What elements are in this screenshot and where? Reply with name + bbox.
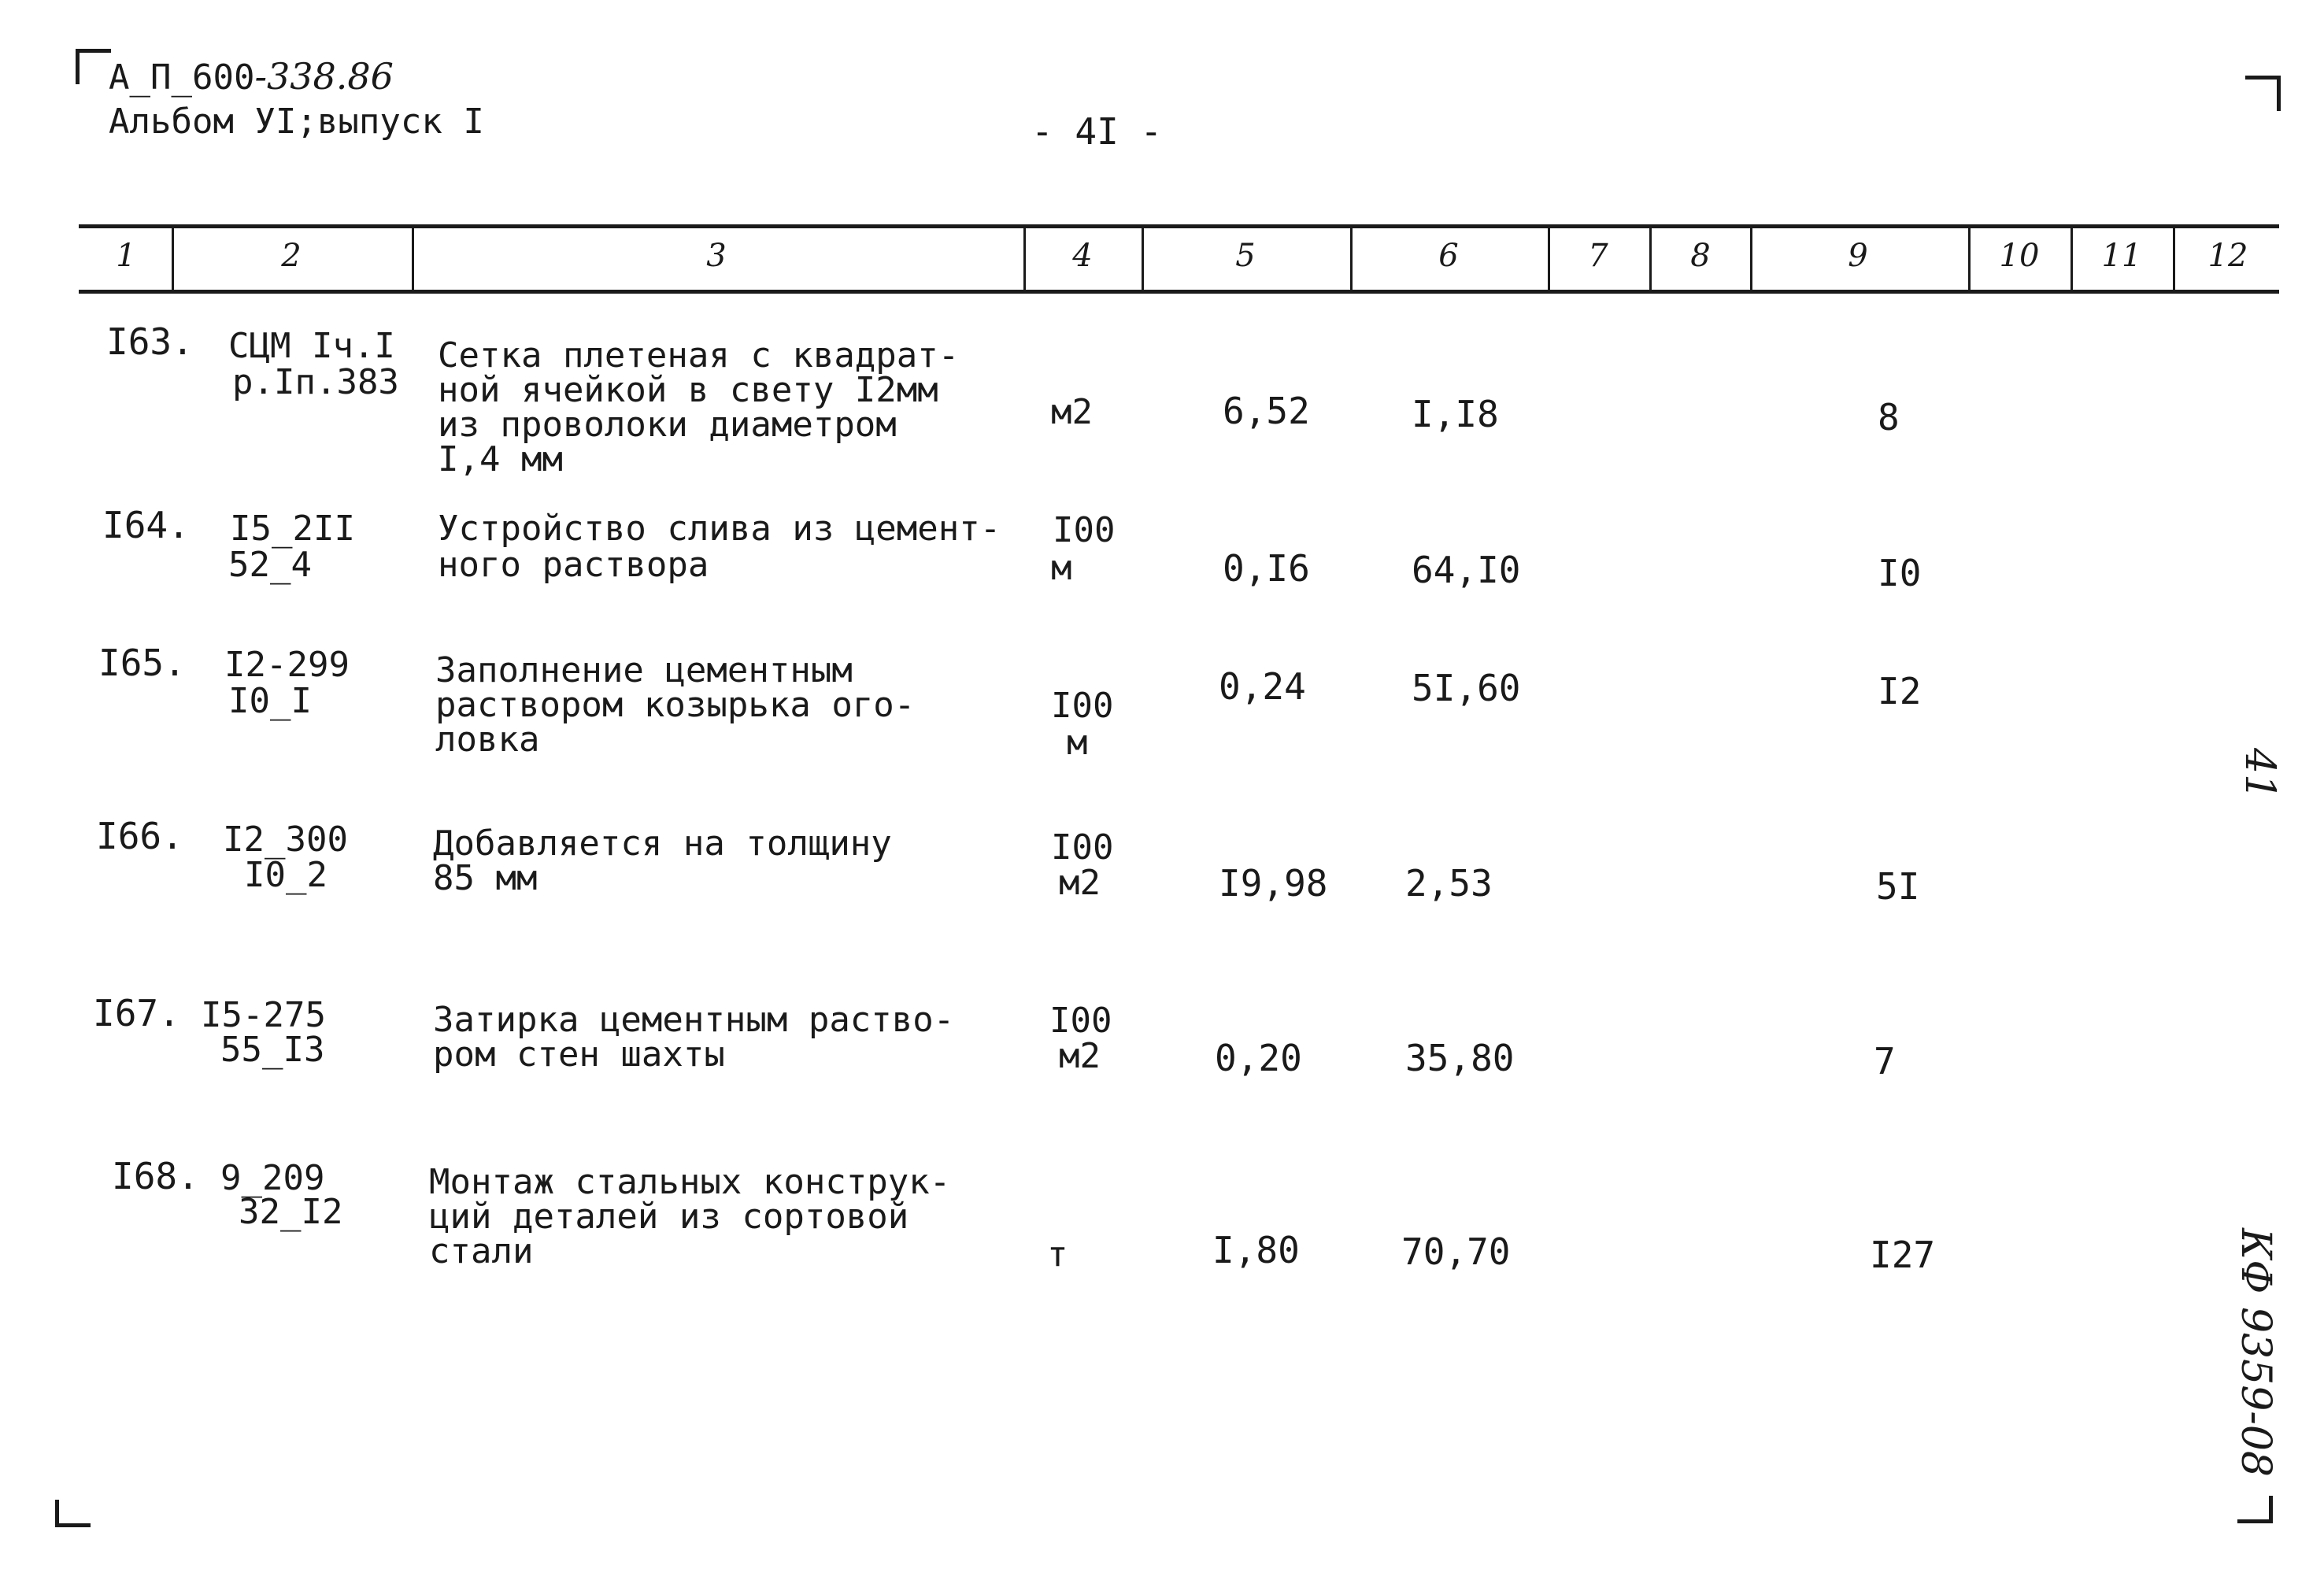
album-label: Альбом УI;выпуск I xyxy=(109,102,484,142)
row-price: 70,70 xyxy=(1401,1230,1511,1273)
row-code-line: р.Iп.383 xyxy=(232,362,399,402)
row-unit: м xyxy=(1067,723,1088,763)
row-unit: I00 xyxy=(1051,827,1114,868)
column-divider xyxy=(1750,228,1752,290)
row-price: 64,I0 xyxy=(1412,549,1521,591)
row-code-line: I0_I xyxy=(228,681,312,721)
side-page-mark: 41 xyxy=(2236,748,2283,801)
column-divider xyxy=(1968,228,1971,290)
row-quantity: 0,24 xyxy=(1219,665,1306,708)
row-code-line: I0_2 xyxy=(244,855,328,895)
row-description-line: ной ячейкой в свету I2мм xyxy=(438,370,938,410)
row-code-line: СЦМ Iч.I xyxy=(228,326,395,366)
row-unit: м xyxy=(1051,548,1072,588)
column-divider xyxy=(1142,228,1144,290)
column-number-6: 6 xyxy=(1438,238,1459,274)
page-number: - 4I - xyxy=(1031,110,1163,153)
column-number-4: 4 xyxy=(1072,238,1093,274)
row-description-line: Сетка плетеная с квадрат- xyxy=(438,335,960,376)
row-total: I2 xyxy=(1878,670,1922,712)
column-number-10: 10 xyxy=(1999,238,2040,274)
column-number-11: 11 xyxy=(2101,238,2142,274)
column-divider xyxy=(1350,228,1353,290)
column-number-9: 9 xyxy=(1848,238,1868,274)
table-header xyxy=(79,224,2279,294)
row-quantity: 0,20 xyxy=(1215,1037,1302,1079)
row-code-line: I2-299 xyxy=(224,645,350,685)
row-unit: м2 xyxy=(1059,1036,1101,1076)
side-document-code: КФ 9359-08 xyxy=(2232,1228,2279,1478)
row-price: 35,80 xyxy=(1405,1037,1515,1079)
row-code-line: 52_4 xyxy=(228,545,312,585)
row-unit: I00 xyxy=(1053,510,1116,550)
row-price: 5I,60 xyxy=(1412,667,1521,709)
corner-mark-top-left xyxy=(76,49,111,84)
row-unit: м2 xyxy=(1059,863,1101,903)
row-number: I65. xyxy=(98,642,186,684)
column-number-8: 8 xyxy=(1690,238,1711,274)
column-divider xyxy=(412,228,414,290)
column-divider xyxy=(172,228,174,290)
column-divider xyxy=(1548,228,1550,290)
column-divider xyxy=(1023,228,1026,290)
row-description-line: ром стен шахты xyxy=(433,1034,725,1075)
row-unit: I00 xyxy=(1051,686,1114,726)
row-description-line: Заполнение цементным xyxy=(435,650,853,690)
row-description-line: из проволоки диаметром xyxy=(438,405,897,445)
row-code-line: 9_209 xyxy=(220,1158,325,1198)
row-code-line: 55_I3 xyxy=(220,1030,325,1070)
corner-mark-bottom-right xyxy=(2237,1496,2273,1523)
row-description-line: Затирка цементным раство- xyxy=(433,1000,955,1040)
row-description-line: раствором козырька ого- xyxy=(435,685,916,725)
row-quantity: I9,98 xyxy=(1219,862,1328,905)
row-code-line: 32_I2 xyxy=(239,1192,343,1232)
row-unit: т xyxy=(1047,1234,1068,1275)
row-description-line: ловка xyxy=(435,720,540,760)
column-number-2: 2 xyxy=(281,238,302,274)
corner-mark-top-right xyxy=(2245,76,2281,111)
row-description-line: ций деталей из сортовой xyxy=(429,1197,909,1237)
row-unit: м2 xyxy=(1051,392,1093,432)
row-unit: I00 xyxy=(1049,1001,1112,1041)
row-number: I68. xyxy=(112,1155,199,1197)
row-total: I0 xyxy=(1878,552,1922,594)
document-code-line xyxy=(109,57,394,98)
row-number: I64. xyxy=(102,504,190,546)
column-number-1: 1 xyxy=(116,238,136,274)
column-number-12: 12 xyxy=(2207,238,2248,274)
row-price: 2,53 xyxy=(1405,862,1493,905)
row-description-line: ного раствора xyxy=(438,545,709,585)
column-divider xyxy=(2173,228,2175,290)
row-description-line: Устройство слива из цемент- xyxy=(438,509,1001,549)
corner-mark-bottom-left xyxy=(55,1500,91,1527)
row-description-line: I,4 мм xyxy=(438,439,563,479)
row-number: I66. xyxy=(96,815,183,857)
row-quantity: 0,I6 xyxy=(1223,547,1310,590)
row-description-line: Монтаж стальных конструк- xyxy=(429,1162,951,1202)
column-number-3: 3 xyxy=(706,238,727,274)
column-number-7: 7 xyxy=(1588,238,1608,274)
row-description-line: стали xyxy=(429,1231,534,1271)
row-quantity: 6,52 xyxy=(1223,390,1310,432)
row-code-line: I2_300 xyxy=(223,820,348,860)
document-code-handwritten: -338.86 xyxy=(254,55,394,98)
row-description-line: Добавляется на толщину xyxy=(433,823,892,864)
row-description-line: 85 мм xyxy=(433,858,538,898)
column-divider xyxy=(1649,228,1652,290)
row-quantity: I,80 xyxy=(1212,1229,1300,1271)
column-divider xyxy=(2071,228,2073,290)
document-code-printed: А_П_600 xyxy=(109,57,255,98)
row-total: 8 xyxy=(1878,396,1900,438)
row-total: 5I xyxy=(1876,865,1920,908)
row-price: I,I8 xyxy=(1412,393,1499,435)
row-code-line: I5-275 xyxy=(201,995,326,1035)
row-total: I27 xyxy=(1870,1234,1936,1276)
row-number: I67. xyxy=(93,992,180,1034)
row-code-line: I5_2II xyxy=(230,509,355,549)
column-number-5: 5 xyxy=(1235,238,1256,274)
row-number: I63. xyxy=(106,320,194,363)
row-total: 7 xyxy=(1874,1040,1896,1082)
